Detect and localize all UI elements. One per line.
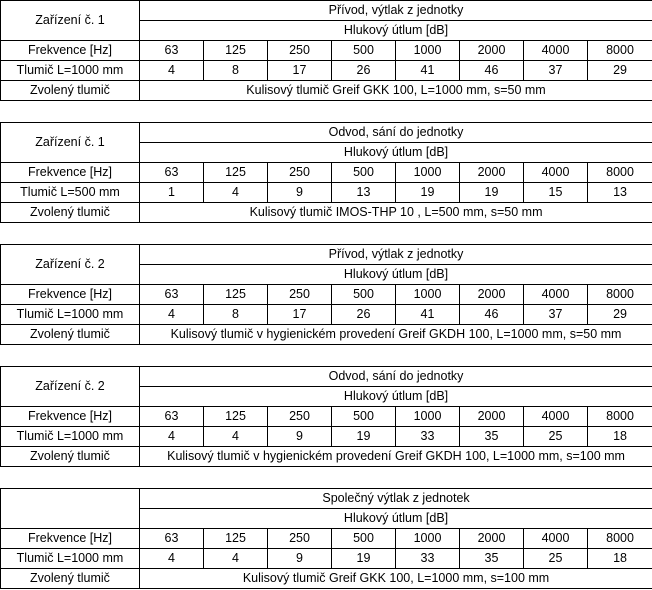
attenuation-label: Hlukový útlum [dB] [140, 509, 652, 529]
value-cell: 41 [396, 305, 460, 325]
value-cell: 26 [332, 305, 396, 325]
frequency-cell: 2000 [460, 407, 524, 427]
frequency-cell: 4000 [524, 163, 588, 183]
frequency-row [1, 529, 652, 549]
value-cell: 26 [332, 61, 396, 81]
chosen-silencer-label: Zvolený tlumič [1, 325, 140, 345]
value-cell: 4 [204, 549, 268, 569]
frequency-cell: 1000 [396, 163, 460, 183]
chosen-silencer-value: Kulisový tlumič v hygienickém provedení Greif GKDH 100, L=1000 mm, s=100 mm [140, 447, 652, 467]
device-label: Zařízení č. 2 [1, 245, 140, 285]
value-cell: 8 [204, 61, 268, 81]
attenuation-label: Hlukový útlum [dB] [140, 265, 652, 285]
frequency-cell: 63 [140, 163, 204, 183]
value-cell: 25 [524, 549, 588, 569]
title-row [1, 367, 652, 387]
silencer-label: Tlumič L=1000 mm [1, 549, 140, 569]
frequency-cell: 250 [268, 407, 332, 427]
attenuation-label: Hlukový útlum [dB] [140, 143, 652, 163]
frequency-cell: 125 [204, 41, 268, 61]
silencer-values-row [1, 427, 652, 447]
frequency-label: Frekvence [Hz] [1, 529, 140, 549]
frequency-cell: 63 [140, 285, 204, 305]
frequency-row [1, 407, 652, 427]
frequency-label: Frekvence [Hz] [1, 407, 140, 427]
silencer-table-block [0, 122, 652, 223]
frequency-cell: 8000 [588, 41, 652, 61]
chosen-silencer-row [1, 569, 652, 589]
table-title: Společný výtlak z jednotek [140, 489, 652, 509]
silencer-values-row [1, 61, 652, 81]
value-cell: 18 [588, 427, 652, 447]
value-cell: 37 [524, 61, 588, 81]
frequency-cell: 4000 [524, 529, 588, 549]
chosen-silencer-row [1, 447, 652, 467]
frequency-cell: 8000 [588, 529, 652, 549]
value-cell: 46 [460, 305, 524, 325]
silencer-label: Tlumič L=1000 mm [1, 305, 140, 325]
frequency-row [1, 285, 652, 305]
frequency-cell: 250 [268, 163, 332, 183]
value-cell: 4 [204, 183, 268, 203]
frequency-label: Frekvence [Hz] [1, 163, 140, 183]
table-title: Přívod, výtlak z jednotky [140, 245, 652, 265]
frequency-cell: 1000 [396, 407, 460, 427]
attenuation-label: Hlukový útlum [dB] [140, 21, 652, 41]
value-cell: 15 [524, 183, 588, 203]
frequency-cell: 4000 [524, 41, 588, 61]
frequency-cell: 500 [332, 529, 396, 549]
value-cell: 9 [268, 427, 332, 447]
chosen-silencer-row [1, 203, 652, 223]
chosen-silencer-row [1, 81, 652, 101]
value-cell: 13 [588, 183, 652, 203]
frequency-cell: 4000 [524, 285, 588, 305]
chosen-silencer-value: Kulisový tlumič Greif GKK 100, L=1000 mm, s=50 mm [140, 81, 652, 101]
value-cell: 19 [396, 183, 460, 203]
device-label [1, 489, 140, 529]
attenuation-label: Hlukový útlum [dB] [140, 387, 652, 407]
chosen-silencer-value: Kulisový tlumič IMOS-THP 10 , L=500 mm, s=50 mm [140, 203, 652, 223]
silencer-table-block [0, 0, 652, 101]
chosen-silencer-value: Kulisový tlumič Greif GKK 100, L=1000 mm, s=100 mm [140, 569, 652, 589]
value-cell: 4 [140, 61, 204, 81]
silencer-table [0, 366, 652, 467]
value-cell: 19 [460, 183, 524, 203]
frequency-label: Frekvence [Hz] [1, 285, 140, 305]
value-cell: 4 [140, 549, 204, 569]
title-row [1, 489, 652, 509]
frequency-cell: 63 [140, 407, 204, 427]
frequency-row [1, 41, 652, 61]
frequency-cell: 2000 [460, 285, 524, 305]
frequency-cell: 250 [268, 285, 332, 305]
frequency-cell: 8000 [588, 285, 652, 305]
frequency-row [1, 163, 652, 183]
frequency-cell: 2000 [460, 41, 524, 61]
device-label: Zařízení č. 2 [1, 367, 140, 407]
value-cell: 29 [588, 305, 652, 325]
silencer-values-row [1, 305, 652, 325]
value-cell: 4 [140, 427, 204, 447]
value-cell: 13 [332, 183, 396, 203]
value-cell: 17 [268, 305, 332, 325]
value-cell: 46 [460, 61, 524, 81]
value-cell: 8 [204, 305, 268, 325]
frequency-cell: 8000 [588, 407, 652, 427]
silencer-table [0, 488, 652, 589]
table-title: Odvod, sání do jednotky [140, 367, 652, 387]
value-cell: 33 [396, 549, 460, 569]
value-cell: 29 [588, 61, 652, 81]
frequency-cell: 250 [268, 41, 332, 61]
table-title: Přívod, výtlak z jednotky [140, 1, 652, 21]
frequency-cell: 500 [332, 41, 396, 61]
value-cell: 35 [460, 427, 524, 447]
frequency-cell: 125 [204, 407, 268, 427]
value-cell: 19 [332, 549, 396, 569]
silencer-values-row [1, 183, 652, 203]
title-row [1, 1, 652, 21]
silencer-table-block [0, 244, 652, 345]
frequency-cell: 2000 [460, 529, 524, 549]
frequency-cell: 2000 [460, 163, 524, 183]
frequency-label: Frekvence [Hz] [1, 41, 140, 61]
frequency-cell: 63 [140, 529, 204, 549]
frequency-cell: 500 [332, 407, 396, 427]
chosen-silencer-row [1, 325, 652, 345]
value-cell: 18 [588, 549, 652, 569]
value-cell: 19 [332, 427, 396, 447]
value-cell: 17 [268, 61, 332, 81]
title-row [1, 123, 652, 143]
chosen-silencer-label: Zvolený tlumič [1, 447, 140, 467]
value-cell: 25 [524, 427, 588, 447]
frequency-cell: 1000 [396, 41, 460, 61]
frequency-cell: 63 [140, 41, 204, 61]
value-cell: 4 [204, 427, 268, 447]
silencer-label: Tlumič L=1000 mm [1, 61, 140, 81]
value-cell: 9 [268, 549, 332, 569]
device-label: Zařízení č. 1 [1, 123, 140, 163]
frequency-cell: 500 [332, 163, 396, 183]
silencer-table-block [0, 488, 652, 589]
silencer-label: Tlumič L=500 mm [1, 183, 140, 203]
silencer-table [0, 0, 652, 101]
silencer-table-block [0, 366, 652, 467]
value-cell: 1 [140, 183, 204, 203]
value-cell: 9 [268, 183, 332, 203]
frequency-cell: 1000 [396, 285, 460, 305]
silencer-label: Tlumič L=1000 mm [1, 427, 140, 447]
frequency-cell: 125 [204, 529, 268, 549]
frequency-cell: 125 [204, 285, 268, 305]
value-cell: 35 [460, 549, 524, 569]
silencer-table [0, 244, 652, 345]
chosen-silencer-value: Kulisový tlumič v hygienickém provedení Greif GKDH 100, L=1000 mm, s=50 mm [140, 325, 652, 345]
value-cell: 37 [524, 305, 588, 325]
value-cell: 4 [140, 305, 204, 325]
chosen-silencer-label: Zvolený tlumič [1, 81, 140, 101]
title-row [1, 245, 652, 265]
frequency-cell: 4000 [524, 407, 588, 427]
value-cell: 41 [396, 61, 460, 81]
frequency-cell: 500 [332, 285, 396, 305]
silencer-table [0, 122, 652, 223]
device-label: Zařízení č. 1 [1, 1, 140, 41]
frequency-cell: 8000 [588, 163, 652, 183]
silencer-values-row [1, 549, 652, 569]
chosen-silencer-label: Zvolený tlumič [1, 203, 140, 223]
chosen-silencer-label: Zvolený tlumič [1, 569, 140, 589]
table-title: Odvod, sání do jednotky [140, 123, 652, 143]
frequency-cell: 1000 [396, 529, 460, 549]
frequency-cell: 125 [204, 163, 268, 183]
frequency-cell: 250 [268, 529, 332, 549]
value-cell: 33 [396, 427, 460, 447]
